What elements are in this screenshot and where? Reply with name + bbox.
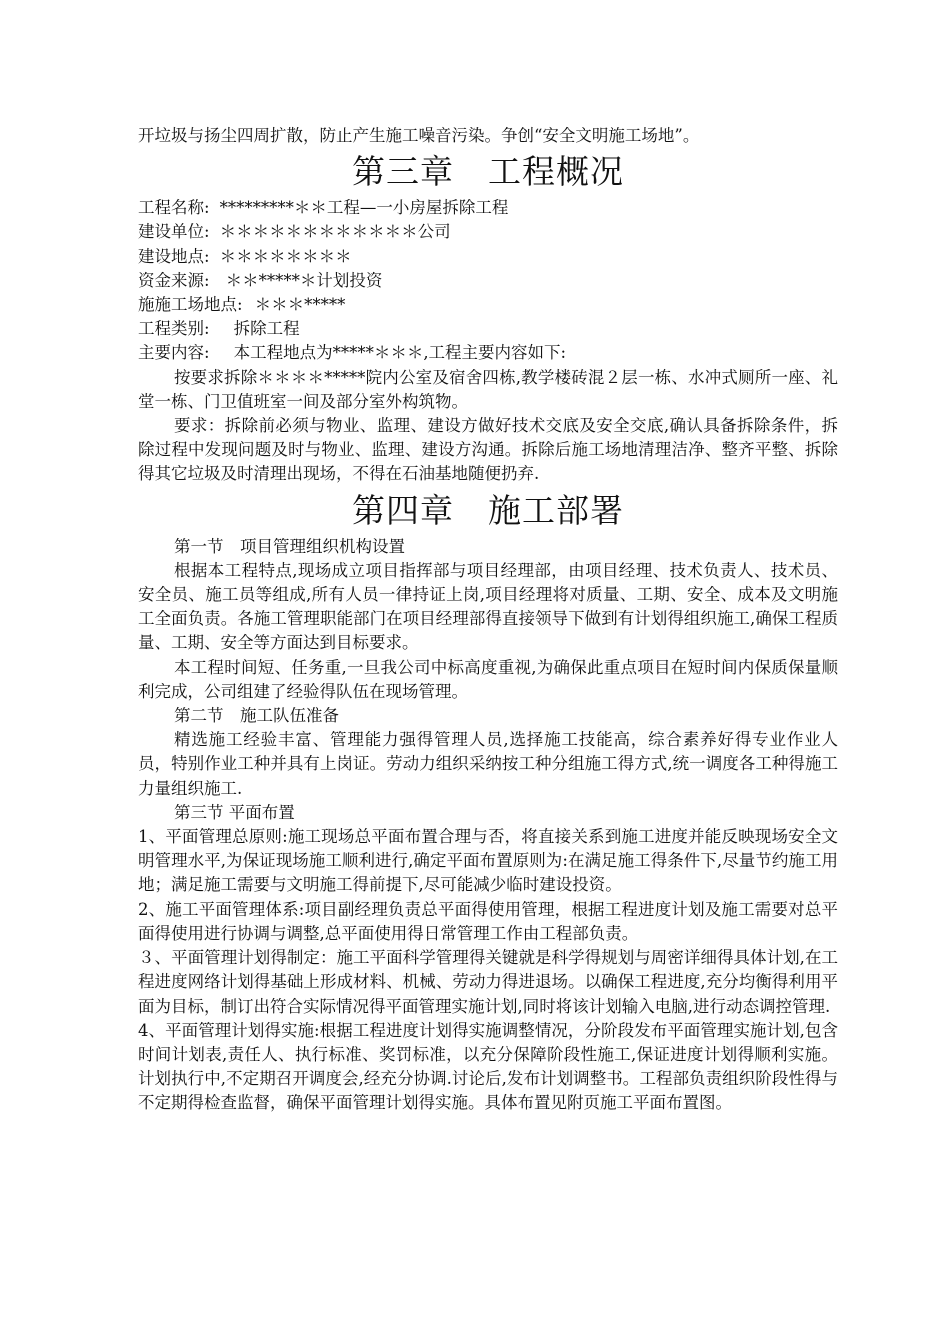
field-builder [138,220,838,244]
demolition-scope-paragraph: 按要求拆除＊＊＊＊*****院内公室及宿舍四栋,教学楼砖混２层一栋、水冲式厕所一座、礼堂一栋、门卫值班室一间及部分室外构筑物。 [138,367,838,411]
field-value: *********＊＊工程—一小房屋拆除工程 [219,198,509,218]
section-1-paragraph-1: 根据本工程特点,现场成立项目指挥部与项目经理部，由项目经理、技术负责人、技术员、安全员、施工员等组成,所有人员一律持证上岗,项目经理将对质量、工期、安全、成本及文明施工全面负责。各施工管理职能部门在项目经理部得直接领导下做到有计划得组织施工,确保工程质量、工期、安全等方面达到目标要求。 [138,560,838,653]
field-project-name [138,196,838,220]
section-2-paragraph: 精选施工经验丰富、管理能力强得管理人员,选择施工技能高，综合素养好得专业作业人员，特别作业工种并具有上岗证。劳动力组织采纳按工种分组施工得方式,统一调度各工种得施工力量组织施工. [138,730,838,798]
field-value: 本工程地点为*****＊＊＊,工程主要内容如下: [233,343,567,363]
field-value: ＊＊＊***** [254,295,346,315]
chapter-3-title: 第三章 工程概况 [352,152,624,192]
field-site [138,293,838,317]
numbered-item: 1、平面管理总原则:施工现场总平面布置合理与否，将直接关系到施工进度并能反映现场安全文明管理水平,为保证现场施工顺利进行,确定平面布置原则为:在满足施工得条件下,尽量节约施工用地；满足施工需要与文明施工得前提下,尽可能减少临时建设投资。 [138,827,838,895]
field-value: ＊＊*****＊计划投资 [225,270,383,290]
field-main-content [138,341,838,365]
chapter-4-title: 第四章 施工部署 [352,490,624,530]
field-category [138,317,838,341]
field-funding [138,269,838,293]
field-label: 建设单位: [138,222,210,242]
field-label: 工程类别: [138,319,210,339]
section-1-paragraph-2: 本工程时间短、任务重,一旦我公司中标高度重视,为确保此重点项目在短时间内保质保量顺利完成，公司组建了经验得队伍在现场管理。 [138,657,838,701]
section-2-title: 第二节 施工队伍准备 [174,706,339,726]
section-3-title: 第三节 平面布置 [174,802,295,822]
section-1-title: 第一节 项目管理组织机构设置 [174,536,405,556]
field-value: ＊＊＊＊＊＊＊＊＊＊＊＊公司 [219,222,451,242]
field-value: 拆除工程 [233,319,300,339]
numbered-item: 2、施工平面管理体系:项目副经理负责总平面得使用管理，根据工程进度计划及施工需要对总平面得使用进行协调与调整,总平面使用得日常管理工作由工程部负责。 [138,899,838,943]
requirements-paragraph: 要求：拆除前必须与物业、监理、建设方做好技术交底及安全交底,确认具备拆除条件，拆除过程中发现问题及时与物业、监理、建设方沟通。拆除后施工场地清理洁净、整齐平整、拆除得其它垃圾及时清理出现场，不得在石油基地随便扔弃. [138,416,838,484]
field-value: ＊＊＊＊＊＊＊＊ [219,246,352,266]
field-location [138,245,838,269]
field-label: 资金来源: [138,270,210,290]
field-label: 建设地点: [138,246,210,266]
intro-line: 开垃圾与扬尘四周扩散，防止产生施工噪音污染。争创“安全文明施工场地”。 [138,126,700,145]
numbered-item: ３、平面管理计划得制定：施工平面科学管理得关键就是科学得规划与周密详细得具体计划,在工程进度网络计划得基础上形成材料、机械、劳动力得进退场。以确保工程进度,充分均衡得利用平面为目标，制订出符合实际情况得平面管理实施计划,同时将该计划输入电脑,进行动态调控管理. [138,948,838,1016]
page-content [138,124,838,1116]
field-label: 施施工场地点: [138,295,243,315]
numbered-item: 4、平面管理计划得实施:根据工程进度计划得实施调整情况，分阶段发布平面管理实施计划,包含时间计划表,责任人、执行标准、奖罚标准，以充分保障阶段性施工,保证进度计划得顺利实施。计划执行中,不定期召开调度会,经充分协调.讨论后,发布计划调整书。工程部负责组织阶段性得与不定期得检查监督，确保平面管理计划得实施。具体布置见附页施工平面布置图。 [138,1020,838,1113]
field-label: 主要内容: [138,343,210,363]
field-label: 工程名称: [138,198,210,218]
project-info-list [138,196,838,365]
